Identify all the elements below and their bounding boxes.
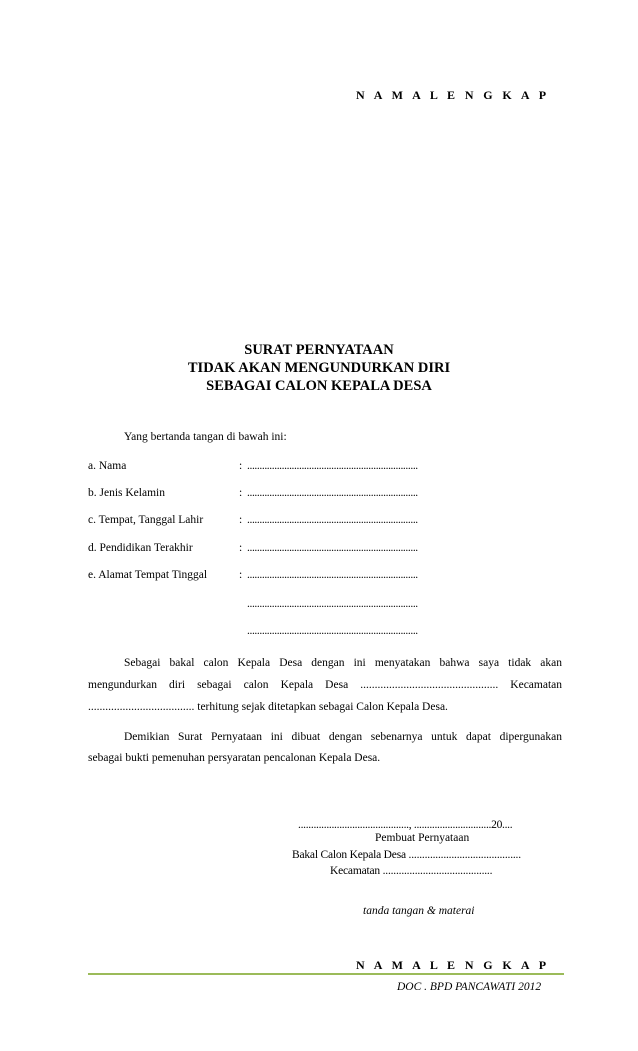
field-label-alamat: e. Alamat Tempat Tinggal xyxy=(88,569,208,581)
field-label-tempat-tanggal-lahir: c. Tempat, Tanggal Lahir xyxy=(88,514,204,526)
field-colon: : xyxy=(239,514,243,526)
signer-line-2: Bakal Calon Kepala Desa .......................................... xyxy=(292,849,521,861)
title-line-2: TIDAK AKAN MENGUNDURKAN DIRI xyxy=(187,360,451,376)
paragraph-1-line-3: ..................................... terhitung sejak ditetapkan sebagai Calon Kepala Desa. xyxy=(88,701,448,713)
field-dots-nama: ..................................................................... xyxy=(247,460,418,472)
header-name: N A M A L E N G K A P xyxy=(356,88,550,102)
field-dots-alamat: ..................................................................... xyxy=(247,569,418,581)
field-label-jenis-kelamin: b. Jenis Kelamin xyxy=(88,487,165,499)
field-dots-pendidikan-terakhir: ..................................................................... xyxy=(247,542,418,554)
field-dots-tempat-tanggal-lahir: ..................................................................... xyxy=(247,514,418,526)
paragraph-2-line-1: Demikian Surat Pernyataan ini dibuat dengan sebenarnya untuk dapat dipergunakan xyxy=(124,731,562,743)
signature-note: tanda tangan & materai xyxy=(363,905,475,917)
field-label-pendidikan-terakhir: d. Pendidikan Terakhir xyxy=(88,542,193,554)
date-line: ..........................................., ..............................20.... xyxy=(298,819,513,831)
title-line-1: SURAT PERNYATAAN xyxy=(244,342,394,358)
signer-line-1: Pembuat Pernyataan xyxy=(375,832,470,844)
footer-name: N A M A L E N G K A P xyxy=(356,958,550,972)
field-colon: : xyxy=(239,542,243,554)
field-colon: : xyxy=(239,460,243,472)
field-dots-jenis-kelamin: ..................................................................... xyxy=(247,487,418,499)
intro-text: Yang bertanda tangan di bawah ini: xyxy=(124,431,287,443)
footer-rule xyxy=(88,973,564,975)
paragraph-2-line-2: sebagai bukti pemenuhan persyaratan pencalonan Kepala Desa. xyxy=(88,752,381,764)
paragraph-1-line-1: Sebagai bakal calon Kepala Desa dengan ini menyatakan bahwa saya tidak akan xyxy=(124,657,562,669)
field-colon: : xyxy=(239,487,243,499)
signer-line-3: Kecamatan ......................................... xyxy=(330,865,493,877)
address-extra-dots: ..................................................................... xyxy=(247,625,418,637)
field-colon: : xyxy=(239,569,243,581)
title-line-3: SEBAGAI CALON KEPALA DESA xyxy=(206,378,432,394)
footer-doc: DOC . BPD PANCAWATI 2012 xyxy=(397,981,542,993)
field-label-nama: a. Nama xyxy=(88,460,127,472)
address-extra-dots: ..................................................................... xyxy=(247,598,418,610)
paragraph-1-line-2: mengundurkan diri sebagai calon Kepala Desa ................................................ Kecamatan xyxy=(88,679,562,691)
